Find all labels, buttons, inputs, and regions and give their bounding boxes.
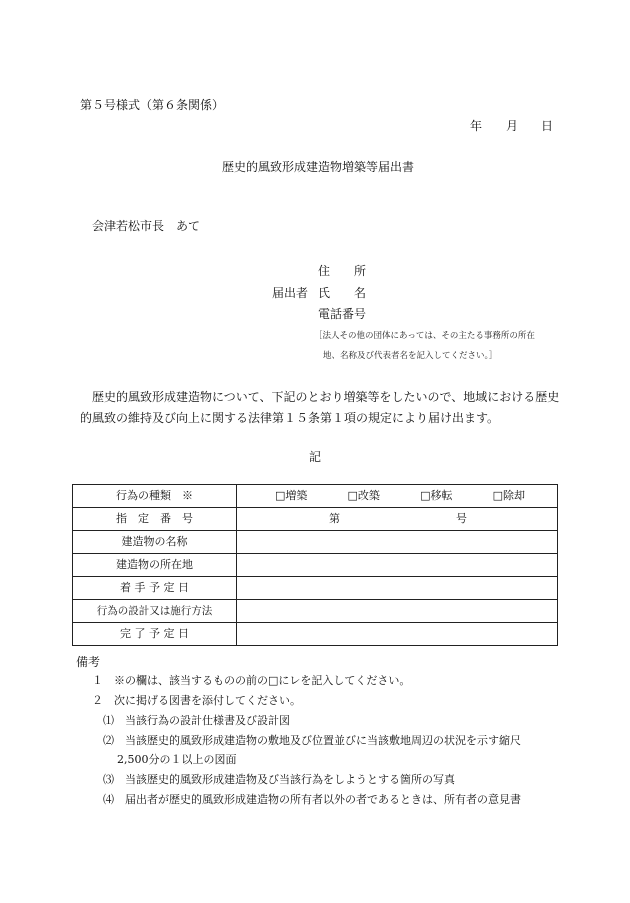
phone-label: 電話番号	[318, 307, 367, 321]
row-label-building-name: 建造物の名称	[73, 531, 237, 554]
row-label-building-location: 建造物の所在地	[73, 554, 237, 577]
remarks-sub-2-cont: 2,500分の１以上の図面	[117, 753, 237, 766]
row-label-start-date: 着 手 予 定 日	[73, 577, 237, 600]
design-method-field[interactable]	[237, 600, 558, 623]
applicant-role-label: 届出者	[272, 286, 309, 300]
corporate-note-line1: ［法人その他の団体にあっては、その主たる事務所の所在	[314, 331, 535, 341]
remarks-sub-1: ⑴ 当該行為の設計仕様書及び設計図	[103, 714, 290, 727]
designation-go: 号	[456, 512, 467, 525]
row-label-action-type: 行為の種類 ※	[73, 485, 237, 508]
body-text-line1: 歴史的風致形成建造物について、下記のとおり増築等をしたいので、地域における歴史	[80, 390, 560, 404]
remarks-heading: 備考	[76, 655, 101, 669]
remarks-sub-4: ⑷ 届出者が歴史的風致形成建造物の所有者以外の者であるときは、所有者の意見書	[103, 793, 521, 806]
designation-number-field[interactable]	[237, 508, 558, 531]
ki-heading: 記	[309, 450, 322, 464]
addressee: 会津若松市長 あて	[92, 219, 201, 233]
table-row	[73, 485, 558, 508]
table-row	[73, 623, 558, 646]
checkbox-renovation[interactable]: □改築	[347, 489, 380, 502]
building-name-field[interactable]	[237, 531, 558, 554]
building-location-field[interactable]	[237, 554, 558, 577]
completion-date-field[interactable]	[237, 623, 558, 646]
name-label: 氏 名	[318, 286, 367, 300]
remarks-item-1: １ ※の欄は、該当するものの前の□にレを記入してください。	[92, 674, 411, 687]
body-text-line2: 的風致の維持及び向上に関する法律第１５条第１項の規定により届け出ます。	[80, 411, 500, 425]
table-row	[73, 508, 558, 531]
row-label-completion-date: 完 了 予 定 日	[73, 623, 237, 646]
form-number: 第５号様式（第６条関係）	[80, 98, 225, 112]
notification-table	[72, 484, 558, 646]
table-row	[73, 554, 558, 577]
corporate-note-line2: 地、名称及び代表者名を記入してください。］	[323, 351, 498, 361]
checkbox-removal[interactable]: □除却	[492, 489, 525, 502]
checkbox-relocation[interactable]: □移転	[420, 489, 453, 502]
table-row	[73, 531, 558, 554]
remarks-sub-3: ⑶ 当該歴史的風致形成建造物及び当該行為をしようとする箇所の写真	[103, 773, 455, 786]
row-label-designation-number: 指 定 番 号	[73, 508, 237, 531]
date-year-label: 年	[470, 119, 483, 133]
action-type-checkboxes	[237, 485, 558, 508]
remarks-sub-2: ⑵ 当該歴史的風致形成建造物の敷地及び位置並びに当該敷地周辺の状況を示す縮尺	[103, 734, 521, 747]
table-row	[73, 600, 558, 623]
address-label: 住 所	[318, 264, 367, 278]
table-row	[73, 577, 558, 600]
start-date-field[interactable]	[237, 577, 558, 600]
row-label-design-method: 行為の設計又は施行方法	[73, 600, 237, 623]
designation-dai: 第	[329, 512, 340, 525]
remarks-item-2: ２ 次に掲げる図書を添付してください。	[92, 694, 301, 707]
date-month-label: 月	[506, 119, 519, 133]
document-title: 歴史的風致形成建造物増築等届出書	[222, 160, 415, 174]
date-day-label: 日	[541, 119, 554, 133]
checkbox-extension[interactable]: □増築	[275, 489, 308, 502]
